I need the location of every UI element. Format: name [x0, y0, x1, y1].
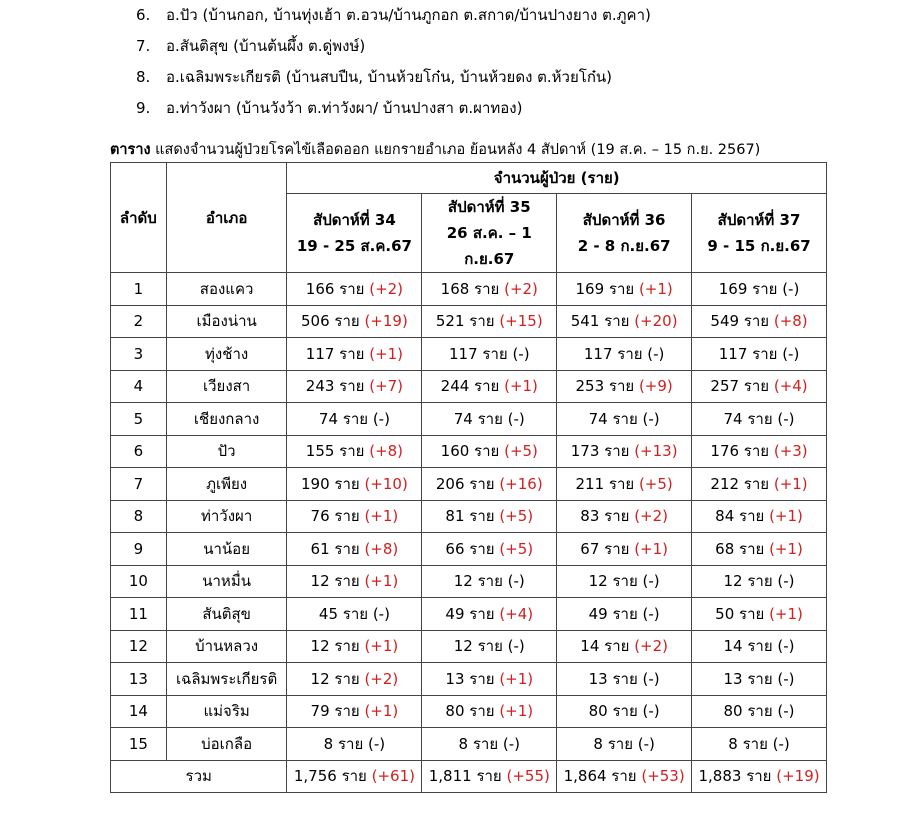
case-count: 212 ราย [710, 474, 774, 493]
table-row [111, 468, 827, 501]
case-change: (-) [777, 669, 795, 688]
table-row [111, 435, 827, 468]
row-index: 12 [111, 630, 167, 663]
case-change: (+1) [364, 637, 399, 656]
case-count: 211 ราย [575, 474, 639, 493]
week-cell [422, 598, 557, 631]
list-item-text: อ.สันติสุข (บ้านต้นผึ้ง ต.ดู่พงษ์) [166, 37, 366, 55]
table-row [111, 598, 827, 631]
week-cell [557, 305, 692, 338]
case-count: 81 ราย [445, 507, 500, 526]
case-change: (+1) [638, 279, 673, 298]
week-cell [422, 435, 557, 468]
case-count: 80 ราย [445, 702, 500, 721]
row-index: 3 [111, 338, 167, 371]
case-count: 168 ราย [440, 279, 505, 298]
week-cell [692, 663, 827, 696]
row-index: 9 [111, 533, 167, 566]
week-cell [557, 403, 692, 436]
row-index: 8 [111, 500, 167, 533]
list-item [136, 93, 651, 124]
week-cell [422, 663, 557, 696]
row-district: สองแคว [166, 273, 287, 306]
case-count: 549 ราย [710, 312, 774, 331]
case-change: (-) [777, 637, 795, 656]
case-count: 12 ราย [310, 669, 365, 688]
case-change: (+3) [773, 442, 808, 461]
case-count: 67 ราย [580, 539, 635, 558]
row-index: 13 [111, 663, 167, 696]
case-change: (+5) [638, 474, 673, 493]
row-district: ภูเพียง [166, 468, 287, 501]
case-count: 8 ราย [323, 734, 369, 753]
week-cell [422, 728, 557, 761]
week-cell [557, 598, 692, 631]
week-cell [692, 565, 827, 598]
case-change: (+5) [499, 539, 534, 558]
total-cell [287, 760, 422, 792]
case-change: (-) [507, 409, 525, 428]
table-row [111, 403, 827, 436]
week-cell [557, 273, 692, 306]
case-change: (+9) [638, 377, 673, 396]
table-row [111, 500, 827, 533]
case-change: (-) [507, 572, 525, 591]
case-count: 173 ราย [570, 442, 635, 461]
case-change: (-) [782, 344, 800, 363]
case-count: 79 ราย [310, 702, 365, 721]
case-count: 244 ราย [440, 377, 505, 396]
table-row [111, 565, 827, 598]
row-district: สันติสุข [166, 598, 287, 631]
case-count: 169 ราย [575, 279, 639, 298]
week-name: สัปดาห์ที่ 37 [717, 211, 801, 229]
week-cell [557, 338, 692, 371]
case-count: 12 ราย [723, 572, 778, 591]
week-cell [692, 403, 827, 436]
list-item-number: 6. [136, 6, 151, 24]
case-change: (-) [777, 409, 795, 428]
case-count: 76 ราย [310, 507, 365, 526]
case-change: (+53) [641, 767, 685, 785]
district-location-list [136, 0, 651, 124]
case-count: 66 ราย [445, 539, 500, 558]
case-change: (+55) [506, 767, 550, 785]
column-group-header: จำนวนผู้ป่วย (ราย) [287, 163, 827, 194]
list-item-number: 9. [136, 99, 151, 117]
week-cell [422, 370, 557, 403]
case-count: 506 ราย [301, 312, 365, 331]
case-change: (-) [642, 604, 660, 623]
list-item-text: อ.ปัว (บ้านกอก, บ้านทุ่งเฮ้า ต.อวน/บ้านภูกอก ต.สกาด/บ้านปางยาง ต.ภูคา) [166, 6, 651, 24]
week-cell [287, 533, 422, 566]
case-change: (-) [777, 572, 795, 591]
week-cell [422, 500, 557, 533]
case-change: (-) [368, 734, 386, 753]
week-cell [692, 468, 827, 501]
week-cell [692, 435, 827, 468]
week-cell [557, 468, 692, 501]
week-cell [557, 500, 692, 533]
case-count: 521 ราย [435, 312, 500, 331]
row-district: เฉลิมพระเกียรติ [166, 663, 287, 696]
case-count: 160 ราย [440, 442, 505, 461]
week-cell [557, 695, 692, 728]
list-item [136, 62, 651, 93]
table-row [111, 630, 827, 663]
week-cell [287, 435, 422, 468]
caption-text: แสดงจำนวนผู้ป่วยโรคไข้เลือดออก แยกรายอำเภอ ย้อนหลัง 4 สัปดาห์ (19 ส.ค. – 15 ก.ย. 2567) [150, 142, 761, 158]
week-cell [692, 533, 827, 566]
case-count: 12 ราย [453, 572, 508, 591]
case-count: 117 ราย [583, 344, 648, 363]
table-row [111, 663, 827, 696]
table-row [111, 305, 827, 338]
row-district: นาหมื่น [166, 565, 287, 598]
total-cell [557, 760, 692, 792]
week-cell [692, 630, 827, 663]
case-count: 14 ราย [580, 637, 635, 656]
week-cell [557, 630, 692, 663]
week-cell [557, 663, 692, 696]
case-change: (+2) [364, 669, 399, 688]
week-cell [422, 695, 557, 728]
row-index: 1 [111, 273, 167, 306]
case-count: 253 ราย [575, 377, 639, 396]
case-change: (+1) [634, 539, 669, 558]
case-change: (+4) [499, 604, 534, 623]
case-change: (+1) [769, 604, 803, 623]
column-header-week-36 [557, 194, 692, 273]
week-cell [557, 533, 692, 566]
case-change: (+1) [499, 702, 534, 721]
case-change: (+15) [499, 312, 543, 331]
case-count: 8 ราย [458, 734, 503, 753]
table-row [111, 533, 827, 566]
case-count: 12 ราย [310, 572, 365, 591]
case-count: 1,864 ราย [563, 767, 642, 785]
case-count: 13 ราย [723, 669, 778, 688]
case-count: 68 ราย [715, 539, 770, 558]
row-district: เวียงสา [166, 370, 287, 403]
table-body [111, 273, 827, 761]
week-cell [422, 630, 557, 663]
row-district: นาน้อย [166, 533, 287, 566]
column-header-week-35 [422, 194, 557, 273]
table-row [111, 728, 827, 761]
row-district: เชียงกลาง [166, 403, 287, 436]
week-cell [692, 695, 827, 728]
total-cell [692, 760, 827, 792]
case-change: (+1) [504, 377, 538, 396]
week-cell [557, 370, 692, 403]
week-cell [287, 728, 422, 761]
case-change: (+1) [369, 344, 404, 363]
case-count: 155 ราย [305, 442, 370, 461]
week-cell [557, 728, 692, 761]
case-change: (+1) [364, 507, 399, 526]
case-count: 117 ราย [305, 344, 370, 363]
case-count: 1,883 ราย [698, 767, 777, 785]
case-change: (+10) [364, 474, 408, 493]
week-cell [692, 728, 827, 761]
case-count: 8 ราย [728, 734, 773, 753]
row-district: บ่อเกลือ [166, 728, 287, 761]
table-row [111, 370, 827, 403]
case-count: 13 ราย [588, 669, 643, 688]
week-cell [692, 598, 827, 631]
row-index: 4 [111, 370, 167, 403]
case-count: 74 ราย [723, 409, 778, 428]
week-cell [287, 598, 422, 631]
row-district: ท่าวังผา [166, 500, 287, 533]
case-change: (-) [642, 702, 660, 721]
case-count: 169 ราย [718, 279, 783, 298]
week-cell [287, 273, 422, 306]
table-row [111, 273, 827, 306]
case-change: (+1) [364, 572, 399, 591]
caption-label: ตาราง [110, 142, 151, 158]
case-change: (+5) [504, 442, 538, 461]
case-change: (-) [772, 734, 790, 753]
case-change: (+13) [634, 442, 678, 461]
case-change: (-) [642, 572, 660, 591]
total-row [111, 760, 827, 792]
case-change: (+7) [369, 377, 404, 396]
row-district: ทุ่งช้าง [166, 338, 287, 371]
week-cell [692, 500, 827, 533]
total-label: รวม [111, 760, 287, 792]
dengue-cases-table [110, 162, 827, 793]
case-count: 206 ราย [435, 474, 500, 493]
week-range: 2 - 8 ก.ย.67 [577, 237, 671, 255]
column-header-district: อำเภอ [166, 163, 287, 273]
case-change: (+1) [364, 702, 399, 721]
row-index: 6 [111, 435, 167, 468]
case-change: (+19) [776, 767, 820, 785]
case-change: (+1) [769, 539, 803, 558]
week-cell [287, 695, 422, 728]
case-change: (+8) [369, 442, 404, 461]
case-count: 80 ราย [588, 702, 643, 721]
case-change: (+20) [634, 312, 678, 331]
week-range: 19 - 25 ส.ค.67 [296, 237, 412, 255]
row-index: 10 [111, 565, 167, 598]
case-count: 74 ราย [453, 409, 508, 428]
case-count: 74 ราย [318, 409, 373, 428]
case-count: 80 ราย [723, 702, 778, 721]
list-item-text: อ.เฉลิมพระเกียรติ (บ้านสบปืน, บ้านห้วยโก๋น, บ้านห้วยดง ต.ห้วยโก๋น) [166, 68, 613, 86]
case-change: (-) [372, 409, 390, 428]
row-district: แม่จริม [166, 695, 287, 728]
week-cell [422, 305, 557, 338]
case-change: (+1) [773, 474, 808, 493]
row-index: 5 [111, 403, 167, 436]
week-cell [287, 630, 422, 663]
week-cell [422, 565, 557, 598]
case-count: 61 ราย [310, 539, 365, 558]
week-cell [287, 500, 422, 533]
row-district: บ้านหลวง [166, 630, 287, 663]
week-name: สัปดาห์ที่ 36 [582, 211, 666, 229]
case-count: 176 ราย [710, 442, 774, 461]
case-count: 49 ราย [445, 604, 500, 623]
row-index: 7 [111, 468, 167, 501]
row-index: 14 [111, 695, 167, 728]
week-cell [287, 403, 422, 436]
row-index: 2 [111, 305, 167, 338]
case-count: 257 ราย [710, 377, 774, 396]
case-count: 12 ราย [453, 637, 508, 656]
case-change: (-) [637, 734, 655, 753]
case-change: (+5) [499, 507, 534, 526]
table-row [111, 338, 827, 371]
case-change: (-) [782, 279, 800, 298]
week-cell [422, 273, 557, 306]
column-header-week-34 [287, 194, 422, 273]
case-count: 12 ราย [310, 637, 365, 656]
case-count: 49 ราย [588, 604, 643, 623]
case-change: (+2) [369, 279, 404, 298]
case-change: (+2) [634, 507, 669, 526]
week-name: สัปดาห์ที่ 35 [447, 198, 531, 216]
list-item [136, 0, 651, 31]
case-count: 8 ราย [593, 734, 638, 753]
case-change: (+19) [364, 312, 408, 331]
case-count: 190 ราย [301, 474, 365, 493]
case-change: (+61) [371, 767, 415, 785]
case-change: (-) [642, 669, 660, 688]
column-header-week-37 [692, 194, 827, 273]
week-cell [287, 338, 422, 371]
case-count: 50 ราย [715, 604, 770, 623]
week-cell [287, 468, 422, 501]
week-cell [557, 565, 692, 598]
week-range: 9 - 15 ก.ย.67 [707, 237, 811, 255]
week-range: 26 ส.ค. – 1 ก.ย.67 [446, 224, 532, 268]
week-cell [692, 273, 827, 306]
week-cell [422, 468, 557, 501]
list-item-text: อ.ท่าวังผา (บ้านวังว้า ต.ท่าวังผา/ บ้านปางสา ต.ผาทอง) [166, 99, 523, 117]
case-count: 12 ราย [588, 572, 643, 591]
column-header-index: ลำดับ [111, 163, 167, 273]
case-count: 243 ราย [305, 377, 370, 396]
week-cell [287, 370, 422, 403]
case-change: (+1) [769, 507, 803, 526]
case-change: (-) [647, 344, 665, 363]
row-index: 15 [111, 728, 167, 761]
case-count: 13 ราย [445, 669, 500, 688]
case-change: (-) [512, 344, 530, 363]
week-name: สัปดาห์ที่ 34 [313, 211, 396, 229]
week-cell [692, 370, 827, 403]
case-change: (+2) [504, 279, 538, 298]
week-cell [422, 403, 557, 436]
case-count: 117 ราย [718, 344, 783, 363]
list-item-number: 7. [136, 37, 151, 55]
table-row [111, 695, 827, 728]
week-cell [287, 565, 422, 598]
week-cell [692, 338, 827, 371]
week-cell [422, 533, 557, 566]
case-count: 74 ราย [588, 409, 643, 428]
case-change: (+1) [499, 669, 534, 688]
case-count: 83 ราย [580, 507, 635, 526]
table-caption [110, 138, 760, 161]
case-count: 117 ราย [449, 344, 513, 363]
total-cell [422, 760, 557, 792]
row-district: ปัว [166, 435, 287, 468]
case-change: (+2) [634, 637, 669, 656]
case-count: 1,811 ราย [428, 767, 507, 785]
row-district: เมืองน่าน [166, 305, 287, 338]
list-item-number: 8. [136, 68, 151, 86]
case-count: 45 ราย [318, 604, 373, 623]
case-change: (-) [372, 604, 390, 623]
case-change: (-) [507, 637, 525, 656]
case-count: 1,756 ราย [293, 767, 372, 785]
case-change: (-) [502, 734, 521, 753]
week-cell [557, 435, 692, 468]
case-count: 14 ราย [723, 637, 778, 656]
case-change: (+8) [773, 312, 808, 331]
week-cell [287, 305, 422, 338]
case-change: (-) [777, 702, 795, 721]
case-change: (+8) [364, 539, 399, 558]
week-cell [422, 338, 557, 371]
week-cell [692, 305, 827, 338]
week-cell [287, 663, 422, 696]
case-change: (+4) [773, 377, 808, 396]
list-item [136, 31, 651, 62]
row-index: 11 [111, 598, 167, 631]
case-count: 84 ราย [715, 507, 770, 526]
case-change: (-) [642, 409, 660, 428]
case-count: 166 ราย [305, 279, 370, 298]
case-change: (+16) [499, 474, 543, 493]
case-count: 541 ราย [570, 312, 635, 331]
